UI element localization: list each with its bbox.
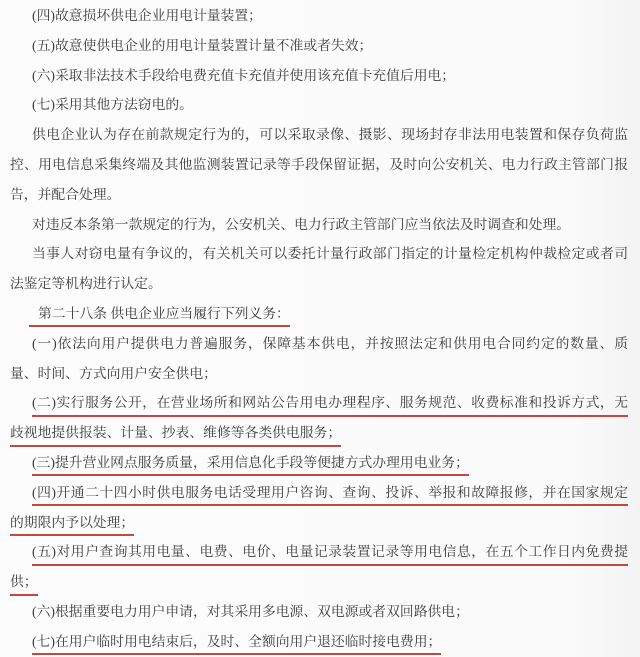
doc-line-text: 当事人对窃电量有争议的，有关机关可以委托计量行政部门指定的计量检定机构仲裁检定或者司 <box>32 246 628 262</box>
doc-line <box>10 61 628 91</box>
doc-line <box>10 1 628 31</box>
doc-line <box>10 537 628 567</box>
doc-line <box>10 269 628 299</box>
doc-line-text-underlined: (四)开通二十四小时供电服务电话受理用户咨询、查询、投诉、举报和故障报修，并在国家规定 <box>32 485 628 507</box>
doc-line-text: 法鉴定等机构进行认定。 <box>10 276 162 292</box>
doc-line-text: 控、用电信息采集终端及其他监测装置记录等手段保留证据，及时向公安机关、电力行政主管部门报 <box>10 156 628 172</box>
doc-line <box>10 239 628 269</box>
doc-line-text: 供电企业认为存在前款规定行为的，可以采取录像、摄影、现场封存非法用电装置和保存负荷监 <box>32 127 628 143</box>
doc-heading-article-28 <box>10 299 628 329</box>
doc-line <box>10 627 628 657</box>
doc-line <box>10 567 628 597</box>
doc-line <box>10 597 628 627</box>
doc-line <box>10 180 628 210</box>
doc-line-text-underlined: 供； <box>10 574 38 596</box>
doc-line-text-underlined: (五)对用户查询其用电量、电费、电价、电量记录装置记录等用电信息，在五个工作日内免费提 <box>32 544 628 566</box>
doc-line <box>10 150 628 180</box>
doc-line-text: (一)依法向用户提供电力普遍服务，保障基本供电，并按照法定和供用电合同约定的数量、质 <box>32 335 628 351</box>
doc-line <box>10 120 628 150</box>
doc-line <box>10 388 628 418</box>
doc-line-text: (六)采取非法技术手段给电费充值卡充值并使用该充值卡充值后用电； <box>32 67 456 83</box>
doc-line-text-underlined: 歧视地提供报装、计量、抄表、维修等各类供电服务； <box>10 425 341 447</box>
doc-line-text: (七)采用其他方法窃电的。 <box>32 97 193 113</box>
doc-line-text-underlined: 的期限内予以处理； <box>10 515 134 537</box>
doc-line <box>10 329 628 359</box>
doc-line-text: 对违反本条第一款规定的行为，公安机关、电力行政主管部门应当依法及时调查和处理。 <box>32 216 571 232</box>
doc-line <box>10 508 628 538</box>
doc-line <box>10 418 628 448</box>
doc-line-text-underlined: (三)提升营业网点服务质量，采用信息化手段等便捷方式办理用电业务； <box>32 455 469 477</box>
doc-line <box>10 90 628 120</box>
doc-line-text: (四)故意损坏供电企业用电计量装置； <box>32 8 262 23</box>
doc-line <box>10 448 628 478</box>
doc-line <box>10 210 628 240</box>
doc-line-text: 量、时间、方式向用户安全供电； <box>10 365 217 381</box>
doc-line-text: 告，并配合处理。 <box>10 186 121 202</box>
doc-line <box>10 359 628 389</box>
doc-line-text-underlined: (二)实行服务公开，在营业场所和网站公告用电办理程序、服务规范、收费标准和投诉方式，无 <box>32 395 628 417</box>
doc-line-text: (五)故意使供电企业的用电计量装置计量不准或者失效； <box>32 37 373 53</box>
doc-heading-text-underlined: 第二十八条 供电企业应当履行下列义务： <box>29 306 290 328</box>
doc-line-text: (六)根据重要电力用户申请，对其采用多电源、双电源或者双回路供电； <box>32 603 469 619</box>
doc-line <box>10 31 628 61</box>
doc-line-text-underlined: (七)在用户临时用电结束后，及时、全额向用户退还临时接电费用； <box>32 634 441 656</box>
doc-line <box>10 478 628 508</box>
